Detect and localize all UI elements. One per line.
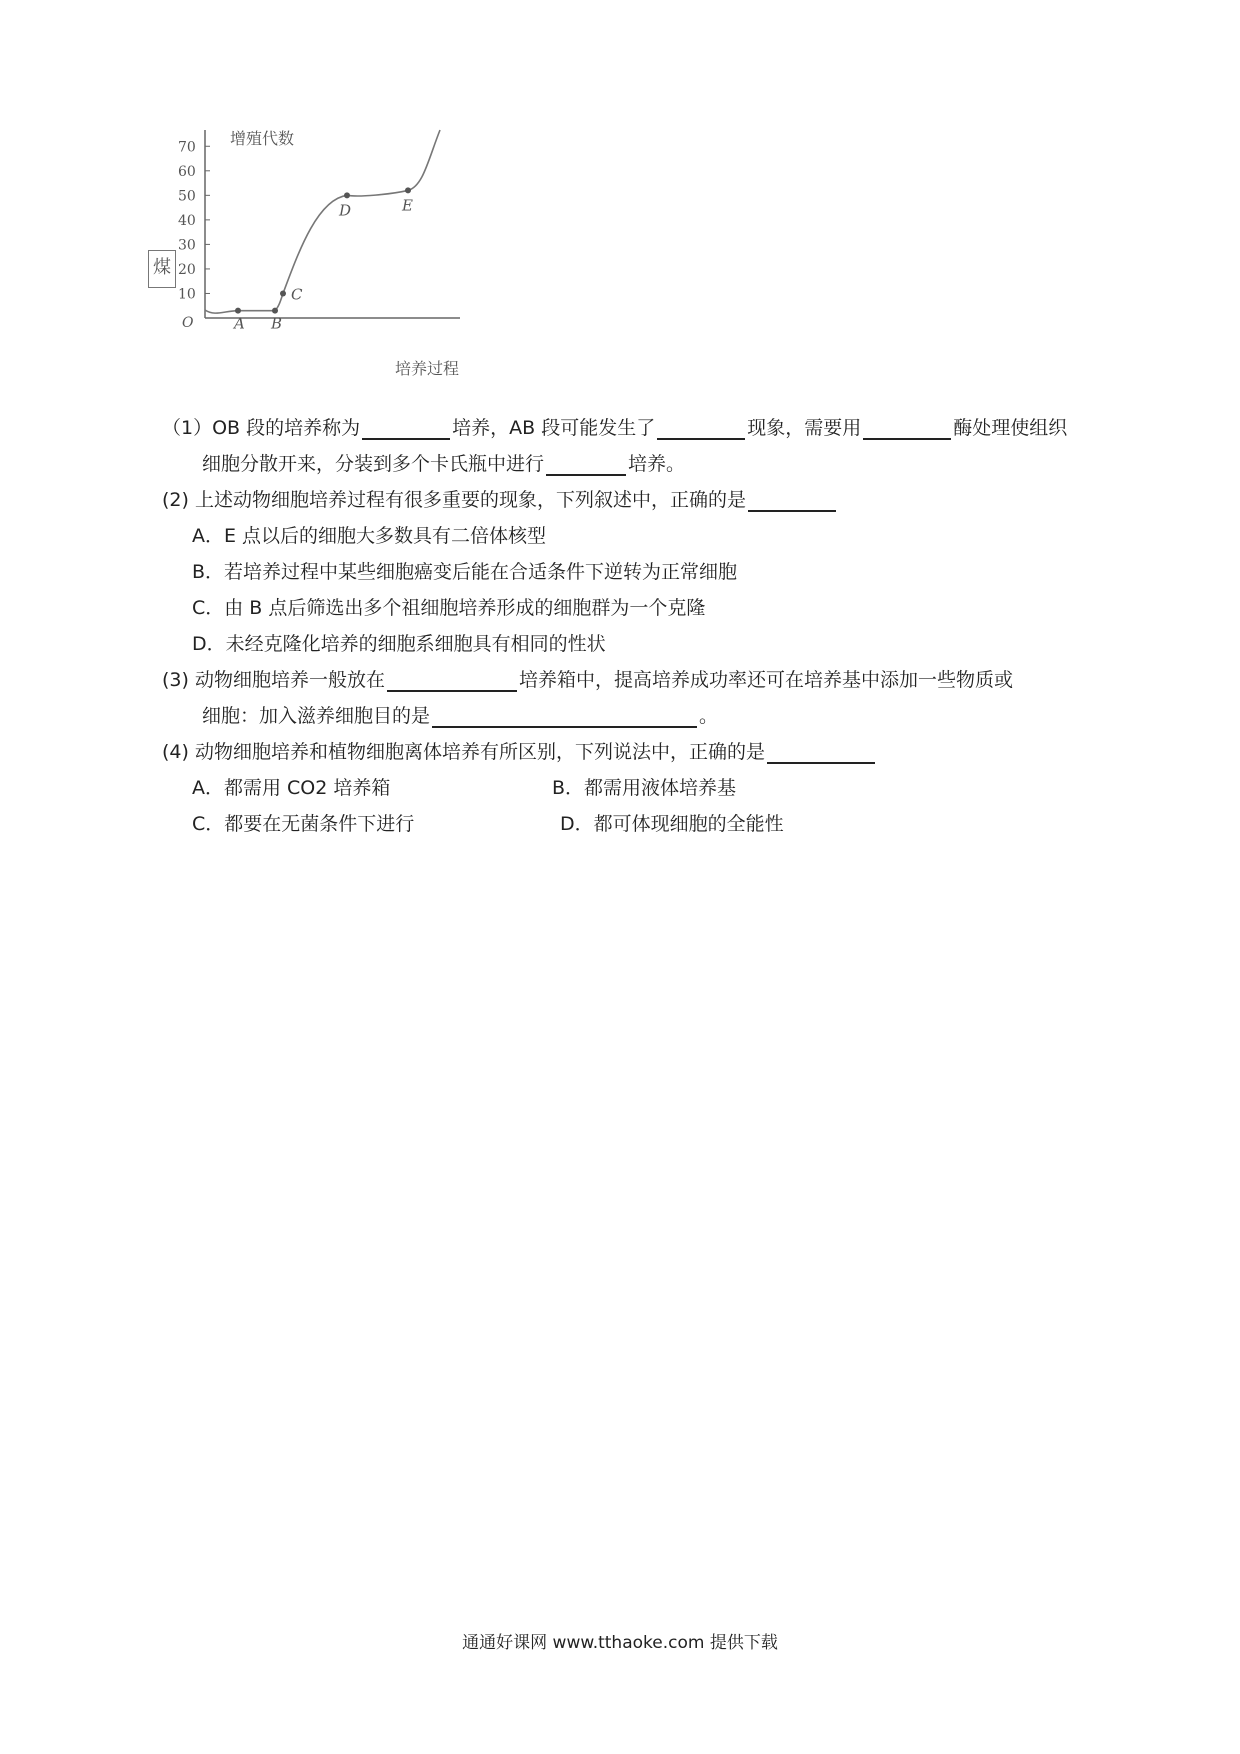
growth-curve bbox=[205, 130, 440, 313]
point-label-c: C bbox=[291, 285, 303, 304]
chart-svg bbox=[140, 128, 540, 388]
question-block bbox=[162, 410, 1142, 842]
y-tick-label: 40 bbox=[178, 212, 196, 229]
y-tick-label: 60 bbox=[178, 163, 196, 180]
q2-option-c: C．由 B 点后筛选出多个祖细胞培养形成的细胞群为一个克隆 bbox=[192, 597, 706, 619]
origin-label: O bbox=[182, 315, 194, 331]
y-tick-label: 30 bbox=[178, 237, 196, 254]
blank-q1-3[interactable] bbox=[863, 412, 951, 440]
q2-option-a: A．E 点以后的细胞大多数具有二倍体核型 bbox=[192, 525, 547, 547]
q4-option-c: C．都要在无菌条件下进行 bbox=[192, 813, 415, 835]
data-point-c bbox=[280, 290, 286, 296]
q3-line1: (3) 动物细胞培养一般放在 培养箱中，提高培养成功率还可在培养基中添加一些物质或 bbox=[162, 662, 1142, 698]
y-tick-label: 20 bbox=[178, 261, 196, 278]
point-label-b: B bbox=[271, 314, 283, 333]
q1-line2: 细胞分散开来，分装到多个卡氏瓶中进行 培养。 bbox=[162, 446, 1142, 482]
q4-options-row2 bbox=[162, 806, 1142, 842]
y-tick-label: 50 bbox=[178, 188, 196, 205]
q4-stem: (4) 动物细胞培养和植物细胞离体培养有所区别，下列说法中，正确的是 bbox=[162, 734, 1142, 770]
x-axis-label: 培养过程 bbox=[395, 359, 460, 378]
blank-q3-2[interactable] bbox=[432, 700, 697, 728]
y-axis-label: 增殖代数 bbox=[230, 129, 295, 148]
data-point-a bbox=[235, 308, 241, 314]
point-label-d: D bbox=[339, 201, 352, 220]
point-label-e: E bbox=[402, 196, 413, 215]
data-point-d bbox=[344, 192, 350, 198]
q4-option-b: B．都需用液体培养基 bbox=[552, 777, 737, 799]
y-tick-label: 10 bbox=[178, 286, 196, 303]
blank-q2[interactable] bbox=[748, 484, 836, 512]
point-label-a: A bbox=[234, 314, 245, 333]
q3-line2: 细胞：加入滋养细胞目的是 。 bbox=[162, 698, 1142, 734]
blank-q1-4[interactable] bbox=[546, 448, 626, 476]
q4-options-row1 bbox=[162, 770, 1142, 806]
q2-stem: (2) 上述动物细胞培养过程有很多重要的现象，下列叙述中，正确的是 bbox=[162, 482, 1142, 518]
proliferation-chart bbox=[140, 128, 540, 388]
y-tick-label: 70 bbox=[178, 139, 196, 156]
blank-q1-1[interactable] bbox=[362, 412, 450, 440]
blank-q3-1[interactable] bbox=[387, 664, 517, 692]
data-point-b bbox=[272, 308, 278, 314]
footer-credit: 通通好课网 www.tthaoke.com 提供下载 bbox=[462, 1633, 778, 1653]
q2-option-b: B．若培养过程中某些细胞癌变后能在合适条件下逆转为正常细胞 bbox=[192, 561, 738, 583]
q1-line1: （1）OB 段的培养称为 培养，AB 段可能发生了 现象，需要用 酶处理使组织 bbox=[162, 410, 1142, 446]
q2-option-d: D．未经克隆化培养的细胞系细胞具有相同的性状 bbox=[192, 633, 606, 655]
q4-option-d: D．都可体现细胞的全能性 bbox=[560, 813, 784, 835]
side-stamp: 煤 bbox=[148, 250, 176, 288]
q4-option-a: A．都需用 CO2 培养箱 bbox=[192, 777, 391, 799]
data-point-e bbox=[405, 187, 411, 193]
blank-q4[interactable] bbox=[767, 736, 875, 764]
blank-q1-2[interactable] bbox=[657, 412, 745, 440]
